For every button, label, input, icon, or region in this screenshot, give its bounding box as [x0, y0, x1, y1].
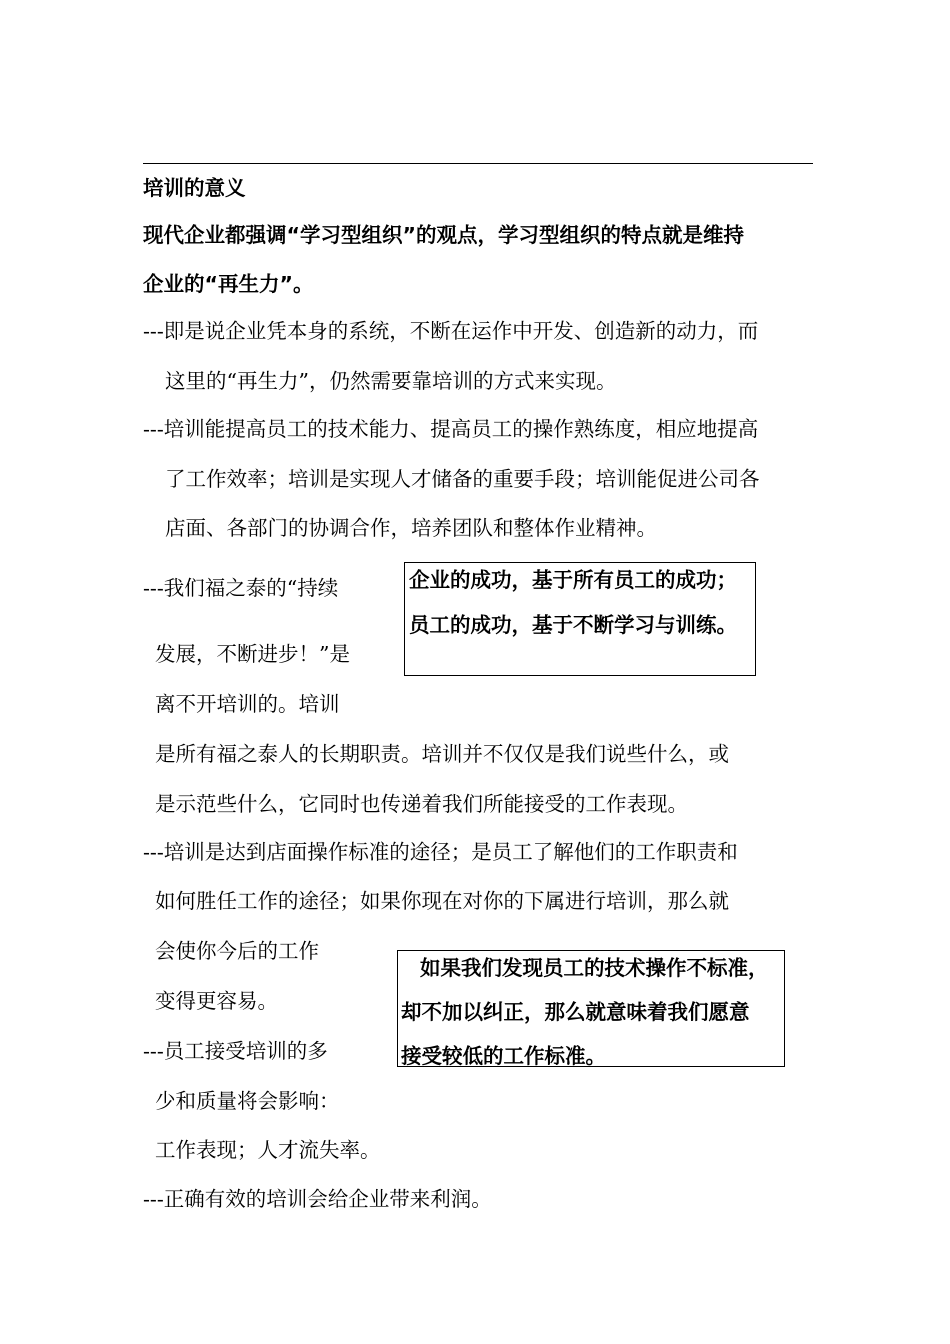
callout-box-success	[404, 562, 756, 676]
intro-line-1: 现代企业都强调“学习型组织”的观点，学习型组织的特点就是维持	[143, 223, 744, 247]
para2-line-3: 店面、各部门的协调合作，培养团队和整体作业精神。	[165, 516, 657, 540]
callout1-line-1: 企业的成功，基于所有员工的成功；	[409, 568, 737, 592]
callout2-line-1: 如果我们发现员工的技术操作不标准，	[420, 956, 769, 980]
callout2-line-3: 接受较低的工作标准。	[401, 1044, 606, 1068]
para3-line-4: 是所有福之泰人的长期职责。培训并不仅仅是我们说些什么，或	[155, 742, 729, 766]
header-rule	[143, 163, 813, 164]
para4-line-3: 会使你今后的工作	[155, 939, 319, 963]
callout2-line-2: 却不加以纠正，那么就意味着我们愿意	[401, 1000, 750, 1024]
para3-line-2: 发展，不断进步！”是	[155, 642, 350, 666]
para4-line-4: 变得更容易。	[155, 989, 278, 1013]
para5-line-2: 少和质量将会影响：	[155, 1089, 340, 1113]
para2-line-2: 了工作效率；培训是实现人才储备的重要手段；培训能促进公司各	[165, 467, 760, 491]
para5-line-1: ---员工接受培训的多	[143, 1039, 328, 1063]
section-heading: 培训的意义	[143, 176, 246, 200]
para3-line-5: 是示范些什么，它同时也传递着我们所能接受的工作表现。	[155, 792, 688, 816]
callout-box-standards	[397, 950, 785, 1067]
para5-line-3: 工作表现；人才流失率。	[155, 1138, 381, 1162]
callout1-line-2: 员工的成功，基于不断学习与训练。	[409, 613, 737, 637]
para2-line-1: ---培训能提高员工的技术能力、提高员工的操作熟练度，相应地提高	[143, 417, 759, 441]
para3-line-3: 离不开培训的。培训	[155, 692, 340, 716]
para3-line-1: ---我们福之泰的“持续	[143, 576, 339, 600]
para1-line-1: ---即是说企业凭本身的系统，不断在运作中开发、创造新的动力，而	[143, 319, 759, 343]
para4-line-2: 如何胜任工作的途径；如果你现在对你的下属进行培训，那么就	[155, 889, 729, 913]
para1-line-2: 这里的“再生力”，仍然需要靠培训的方式来实现。	[165, 369, 617, 393]
para4-line-1: ---培训是达到店面操作标准的途径；是员工了解他们的工作职责和	[143, 840, 738, 864]
intro-line-2: 企业的“再生力”。	[143, 272, 314, 296]
para6-line-1: ---正确有效的培训会给企业带来利润。	[143, 1187, 492, 1211]
